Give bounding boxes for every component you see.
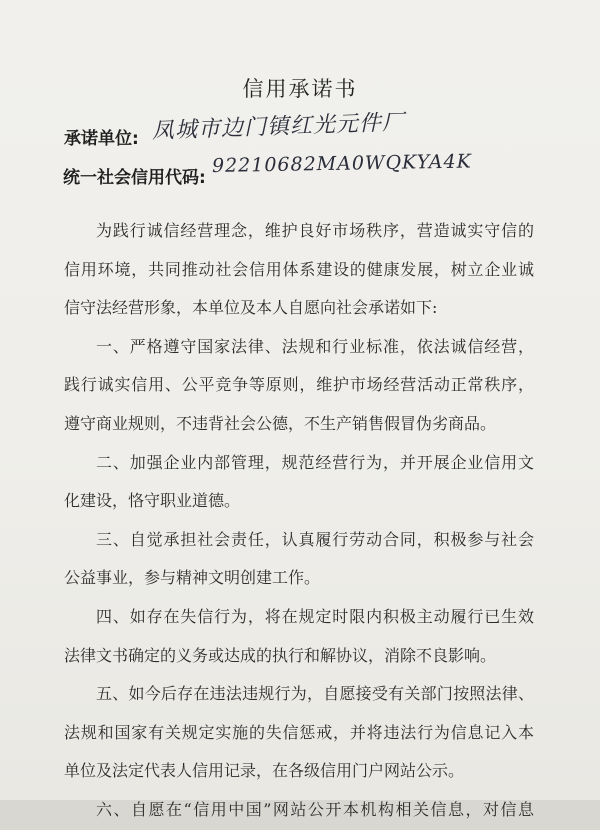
body-line: 法规和国家有关规定实施的失信惩戒，并将违法行为信息记入本 (64, 722, 534, 742)
body-line: 四、如存在失信行为，将在规定时限内积极主动履行已生效 (96, 606, 534, 626)
document-title: 信用承诺书 (242, 77, 358, 101)
unit-label: 承诺单位: (64, 129, 139, 149)
body-line: 信用环境，共同推动社会信用体系建设的健康发展，树立企业诚 (64, 259, 534, 279)
body-line: 为践行诚信经营理念，维护良好市场秩序，营造诚实守信的 (96, 221, 534, 240)
credit-code-value-handwritten: 92210682MA0WQKYA4K (211, 150, 472, 177)
unit-value-handwritten: 凤城市边门镇红光元件厂 (151, 110, 406, 144)
body-line: 五、如今后存在违法违规行为，自愿接受有关部门按照法律、 (96, 684, 534, 704)
body-line: 践行诚实信用、公平竞争等原则，维护市场经营活动正常秩序， (64, 375, 534, 395)
body-line: 二、加强企业内部管理，规范经营行为，并开展企业信用文 (96, 452, 534, 472)
body-line: 单位及法定代表人信用记录，在各级信用门户网站公示。 (64, 761, 465, 781)
body-line: 三、自觉承担社会责任，认真履行劳动合同，积极参与社会 (96, 529, 534, 549)
body-line: 一、严格遵守国家法律、法规和行业标准，依法诚信经营， (96, 336, 534, 356)
body-line: 公益事业，参与精神文明创建工作。 (64, 568, 321, 588)
commitment-body (64, 212, 534, 830)
body-line: 遵守商业规则，不违背社会公德，不生产销售假冒伪劣商品。 (64, 413, 497, 433)
body-line: 六、自愿在“信用中国”网站公开本机构相关信息，对信息 (96, 799, 534, 819)
body-line: 化建设，恪守职业道德。 (64, 491, 241, 511)
credit-code-label: 统一社会信用代码: (63, 168, 206, 188)
body-line: 法律文书确定的义务或达成的执行和解协议，消除不良影响。 (64, 645, 497, 665)
body-line: 信守法经营形象，本单位及本人自愿向社会承诺如下: (64, 298, 438, 318)
